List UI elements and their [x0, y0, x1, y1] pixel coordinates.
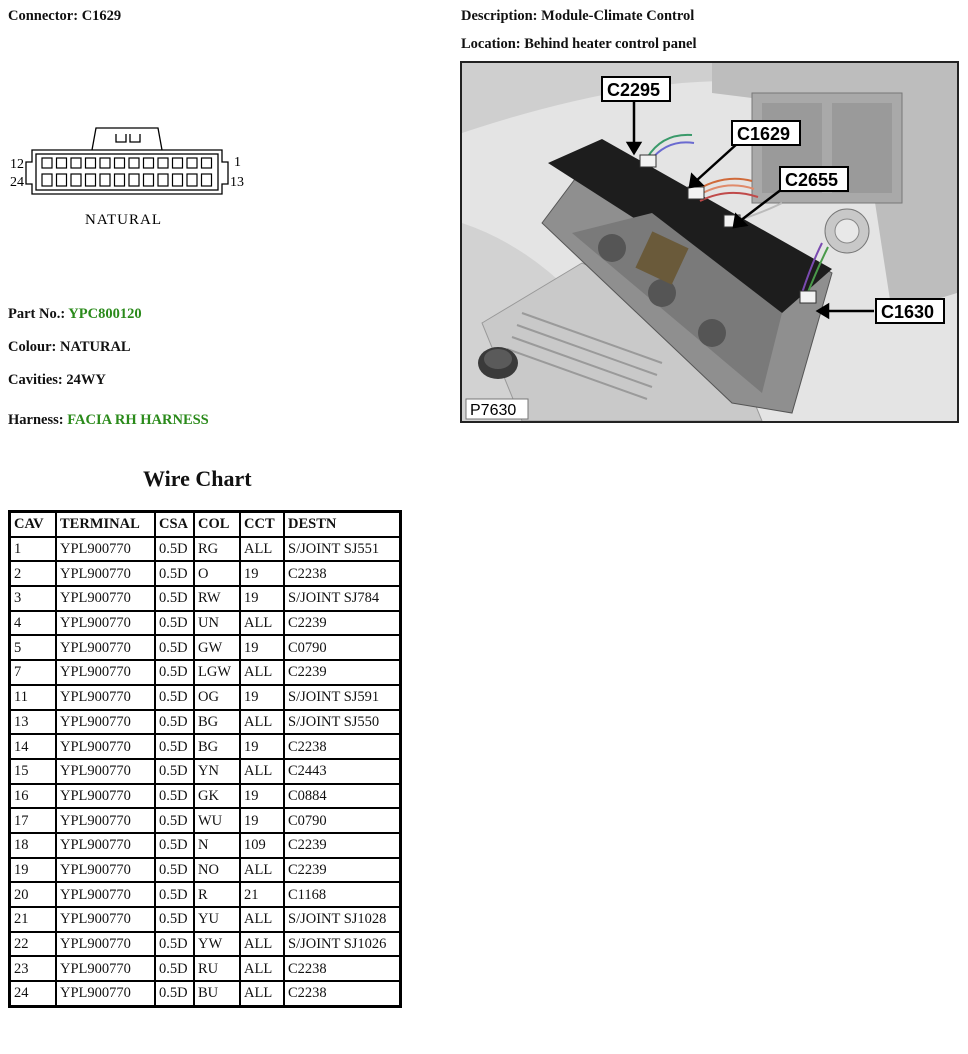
cell-destn: C2239: [284, 611, 401, 636]
cell-destn: S/JOINT SJ1028: [284, 907, 401, 932]
table-row: [10, 784, 401, 809]
cell-csa: 0.5D: [155, 882, 194, 907]
cell-csa: 0.5D: [155, 858, 194, 883]
pin-cavity: [129, 158, 139, 168]
cell-col: NO: [194, 858, 240, 883]
cell-col: YW: [194, 932, 240, 957]
cell-cct: ALL: [240, 956, 284, 981]
cell-cct: 19: [240, 734, 284, 759]
pin-cavity: [158, 158, 168, 168]
pin-label-12: 12: [10, 157, 24, 172]
cell-destn: C1168: [284, 882, 401, 907]
cell-cct: ALL: [240, 932, 284, 957]
pin-cavity: [202, 174, 212, 186]
header-cav: CAV: [10, 512, 57, 537]
cell-csa: 0.5D: [155, 833, 194, 858]
cell-cct: ALL: [240, 759, 284, 784]
pin-cavity: [173, 174, 183, 186]
header-cct: CCT: [240, 512, 284, 537]
pin-cavity: [173, 158, 183, 168]
cell-col: O: [194, 561, 240, 586]
pin-cavity: [86, 174, 96, 186]
cell-col: RG: [194, 537, 240, 562]
cell-col: WU: [194, 808, 240, 833]
pin-cavity: [100, 158, 110, 168]
cell-cct: ALL: [240, 858, 284, 883]
cell-col: BG: [194, 710, 240, 735]
table-row: [10, 981, 401, 1006]
cavities-row: [8, 372, 106, 389]
cell-destn: S/JOINT SJ551: [284, 537, 401, 562]
cell-cct: 19: [240, 784, 284, 809]
cell-col: BG: [194, 734, 240, 759]
pin-label-1: 1: [234, 155, 241, 170]
cell-destn: C2239: [284, 858, 401, 883]
cell-cct: 19: [240, 635, 284, 660]
pin-cavity: [57, 174, 67, 186]
cell-cav: 19: [10, 858, 57, 883]
cell-terminal: YPL900770: [56, 833, 155, 858]
photo-id: P7630: [470, 402, 517, 419]
cell-terminal: YPL900770: [56, 635, 155, 660]
cell-cct: 19: [240, 561, 284, 586]
cell-terminal: YPL900770: [56, 537, 155, 562]
cell-cav: 24: [10, 981, 57, 1006]
table-row: [10, 759, 401, 784]
cell-cav: 15: [10, 759, 57, 784]
table-row: [10, 660, 401, 685]
cell-terminal: YPL900770: [56, 710, 155, 735]
pin-cavity: [71, 174, 81, 186]
cell-terminal: YPL900770: [56, 734, 155, 759]
harness-value: FACIA RH HARNESS: [67, 412, 209, 428]
table-row: [10, 932, 401, 957]
table-row: [10, 858, 401, 883]
callout-c1630: C1630: [881, 302, 935, 322]
part-number-row: [8, 306, 142, 323]
connector-label: Connector: C1629: [8, 8, 122, 24]
cell-cct: 19: [240, 685, 284, 710]
cell-terminal: YPL900770: [56, 981, 155, 1006]
header-destn: DESTN: [284, 512, 401, 537]
cell-cct: ALL: [240, 611, 284, 636]
part-number-label: Part No.:: [8, 306, 66, 322]
cell-terminal: YPL900770: [56, 685, 155, 710]
cell-terminal: YPL900770: [56, 586, 155, 611]
description-label: Description: Module-Climate Control: [461, 8, 695, 24]
callout-c1629: C1629: [737, 124, 791, 144]
pin-cavity: [42, 158, 52, 168]
cell-csa: 0.5D: [155, 907, 194, 932]
cell-terminal: YPL900770: [56, 611, 155, 636]
pin-cavity: [71, 158, 81, 168]
cell-cav: 7: [10, 660, 57, 685]
cell-cct: 19: [240, 586, 284, 611]
callout-c2655: C2655: [785, 170, 839, 190]
cell-cct: ALL: [240, 981, 284, 1006]
pin-cavity: [100, 174, 110, 186]
pin-cavity: [57, 158, 67, 168]
cell-csa: 0.5D: [155, 932, 194, 957]
cell-destn: C2239: [284, 833, 401, 858]
cell-csa: 0.5D: [155, 611, 194, 636]
cell-cct: 109: [240, 833, 284, 858]
cell-col: GW: [194, 635, 240, 660]
header-terminal: TERMINAL: [56, 512, 155, 537]
pin-cavity: [115, 174, 125, 186]
cell-csa: 0.5D: [155, 956, 194, 981]
cell-csa: 0.5D: [155, 660, 194, 685]
callout-c2295: C2295: [607, 80, 661, 100]
table-row: [10, 611, 401, 636]
cell-destn: C0884: [284, 784, 401, 809]
table-header-row: [10, 512, 401, 537]
cell-cav: 21: [10, 907, 57, 932]
header-csa: CSA: [155, 512, 194, 537]
colour-value: NATURAL: [59, 339, 131, 355]
cell-destn: C2443: [284, 759, 401, 784]
cell-cct: ALL: [240, 537, 284, 562]
cell-csa: 0.5D: [155, 710, 194, 735]
cell-csa: 0.5D: [155, 685, 194, 710]
cell-cav: 1: [10, 537, 57, 562]
cell-destn: C0790: [284, 808, 401, 833]
cavities-value: 24WY: [66, 372, 106, 388]
cell-csa: 0.5D: [155, 759, 194, 784]
cell-cav: 5: [10, 635, 57, 660]
cell-col: N: [194, 833, 240, 858]
pin-cavity: [115, 158, 125, 168]
header-col: COL: [194, 512, 240, 537]
wire-chart-title: Wire Chart: [143, 466, 252, 491]
pin-cavity: [187, 174, 197, 186]
pin-cavity: [187, 158, 197, 168]
cell-terminal: YPL900770: [56, 561, 155, 586]
table-row: [10, 710, 401, 735]
table-row: [10, 882, 401, 907]
pin-cavity: [144, 158, 154, 168]
cell-cav: 13: [10, 710, 57, 735]
cell-cct: ALL: [240, 907, 284, 932]
cavities-label: Cavities:: [8, 372, 63, 388]
pin-label-24: 24: [10, 175, 24, 190]
cell-terminal: YPL900770: [56, 858, 155, 883]
table-row: [10, 685, 401, 710]
cell-destn: S/JOINT SJ591: [284, 685, 401, 710]
cell-cct: 21: [240, 882, 284, 907]
cell-csa: 0.5D: [155, 586, 194, 611]
cell-destn: C2238: [284, 956, 401, 981]
cell-destn: C2238: [284, 561, 401, 586]
cell-cav: 20: [10, 882, 57, 907]
location-label: Location: Behind heater control panel: [461, 36, 697, 52]
table-row: [10, 537, 401, 562]
table-row: [10, 635, 401, 660]
cell-col: OG: [194, 685, 240, 710]
cell-cav: 16: [10, 784, 57, 809]
cell-destn: C2238: [284, 981, 401, 1006]
pin-cavity: [129, 174, 139, 186]
cell-terminal: YPL900770: [56, 932, 155, 957]
cell-terminal: YPL900770: [56, 956, 155, 981]
pin-cavity: [42, 174, 52, 186]
cell-cav: 14: [10, 734, 57, 759]
cell-col: LGW: [194, 660, 240, 685]
cell-cav: 17: [10, 808, 57, 833]
table-row: [10, 907, 401, 932]
cell-col: GK: [194, 784, 240, 809]
wire-chart-table: [8, 510, 402, 1008]
table-row: [10, 956, 401, 981]
part-number-value: YPC800120: [68, 306, 142, 322]
connector-face-diagram: [6, 122, 256, 232]
pin-label-13: 13: [230, 175, 244, 190]
cell-csa: 0.5D: [155, 784, 194, 809]
harness-label: Harness:: [8, 412, 64, 428]
cell-csa: 0.5D: [155, 635, 194, 660]
cell-col: RW: [194, 586, 240, 611]
pin-cavity: [144, 174, 154, 186]
pin-cavity: [158, 174, 168, 186]
cell-destn: S/JOINT SJ784: [284, 586, 401, 611]
cell-csa: 0.5D: [155, 561, 194, 586]
cell-cct: ALL: [240, 710, 284, 735]
cell-cct: ALL: [240, 660, 284, 685]
colour-label: Colour:: [8, 339, 57, 355]
cell-destn: C2239: [284, 660, 401, 685]
cell-csa: 0.5D: [155, 537, 194, 562]
harness-row: [8, 412, 209, 429]
housing-colour-label: NATURAL: [85, 212, 162, 228]
cell-terminal: YPL900770: [56, 660, 155, 685]
cell-csa: 0.5D: [155, 734, 194, 759]
cell-col: YN: [194, 759, 240, 784]
pin-cavity: [86, 158, 96, 168]
cell-cav: 22: [10, 932, 57, 957]
colour-row: [8, 339, 131, 356]
cell-cav: 3: [10, 586, 57, 611]
cell-csa: 0.5D: [155, 808, 194, 833]
cell-terminal: YPL900770: [56, 784, 155, 809]
cell-terminal: YPL900770: [56, 882, 155, 907]
cell-cav: 11: [10, 685, 57, 710]
table-row: [10, 833, 401, 858]
cell-destn: C0790: [284, 635, 401, 660]
cell-cav: 2: [10, 561, 57, 586]
cell-col: RU: [194, 956, 240, 981]
cell-csa: 0.5D: [155, 981, 194, 1006]
cell-cav: 23: [10, 956, 57, 981]
cell-cav: 4: [10, 611, 57, 636]
cell-destn: S/JOINT SJ1026: [284, 932, 401, 957]
cell-cct: 19: [240, 808, 284, 833]
cell-destn: C2238: [284, 734, 401, 759]
cell-col: R: [194, 882, 240, 907]
cell-col: UN: [194, 611, 240, 636]
cell-col: BU: [194, 981, 240, 1006]
cell-cav: 18: [10, 833, 57, 858]
cell-terminal: YPL900770: [56, 907, 155, 932]
location-photo: [460, 61, 959, 423]
table-row: [10, 808, 401, 833]
table-row: [10, 734, 401, 759]
cell-terminal: YPL900770: [56, 808, 155, 833]
table-row: [10, 586, 401, 611]
cell-destn: S/JOINT SJ550: [284, 710, 401, 735]
pin-cavity: [202, 158, 212, 168]
cell-terminal: YPL900770: [56, 759, 155, 784]
table-row: [10, 561, 401, 586]
cell-col: YU: [194, 907, 240, 932]
